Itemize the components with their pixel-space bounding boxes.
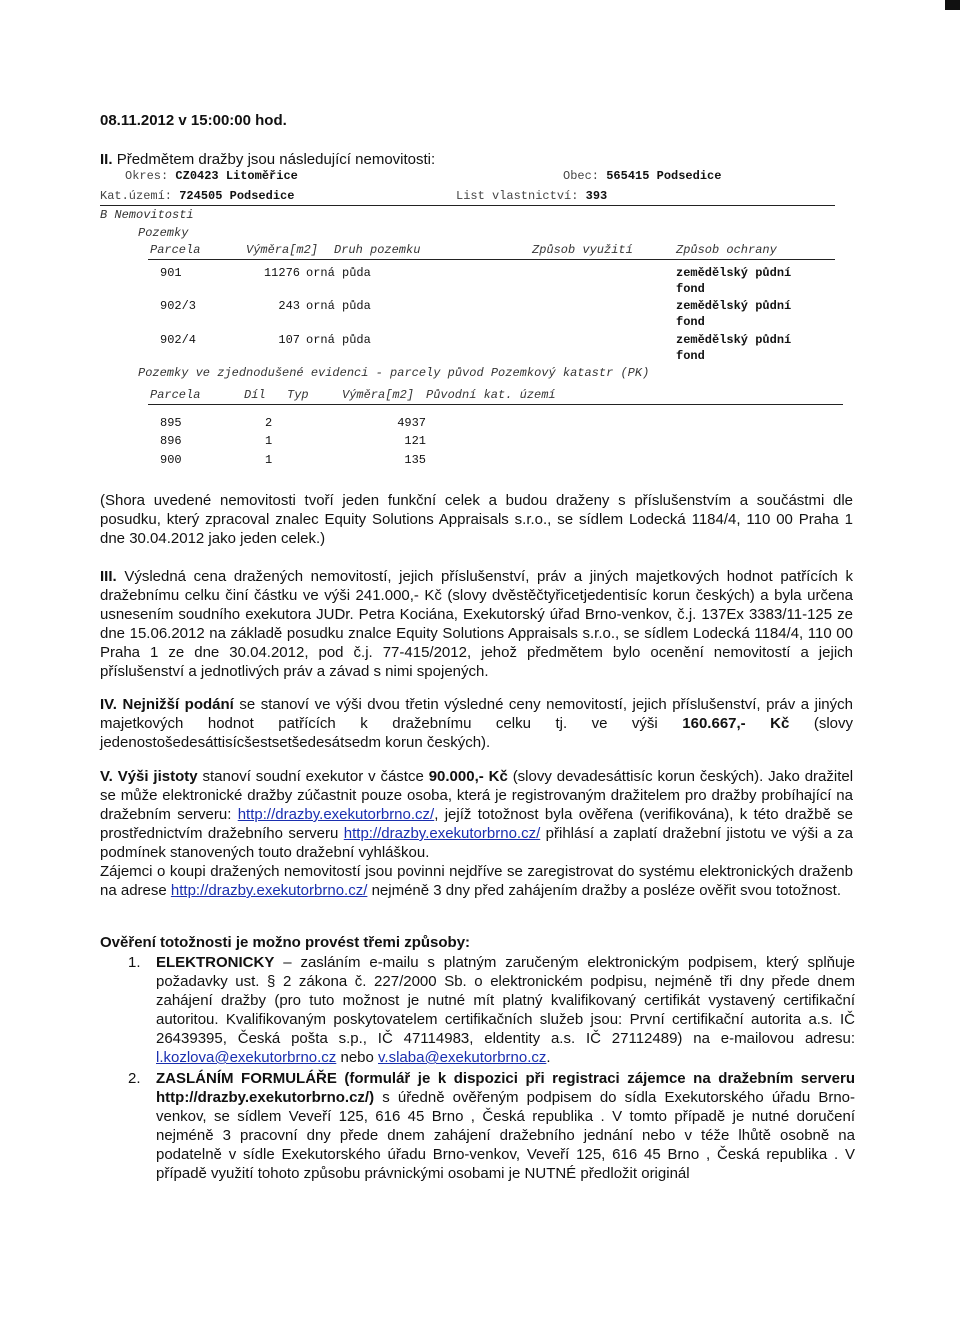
katuzemi-value: 724505 Podsedice xyxy=(179,189,295,203)
email-link-2[interactable]: v.slaba@exekutorbrno.cz xyxy=(378,1049,547,1066)
section-4-text1: se stanoví ve výši dvou třetin výsledné ceny nemovitostí, jejich příslušenství, práv a jiných majetkových hodnot patřících k dražebnímu celku tj. ve výši xyxy=(100,696,853,732)
parcel2-row-3-dil: 1 xyxy=(265,453,273,467)
section-3-text: Výsledná cena dražených nemovitostí, jejich příslušenství, práv a jiných majetkových hodnot patřících k dražebnímu celku činí částku ve výši 241.000,- Kč (slovy dvěstěčtyřicetjedentisíc korun českých) a byla určena usnesením soudního exekutora JUDr. Petra Kociána, Exekutorský úřad Brno-venkov, č.j. 137Ex 3383/11-125 ze dne 15.06.2012 na základě posudku znalce Equity Solutions Appraisals s.r.o., se sídlem Lodecká 1184/4, 110 00 Praha 1 ze dne 30.04.2012, pod č.j. 77-415/2012, jehož předmětem bylo ocenění nemovitostí a jejich příslušenství a jednotlivých práv a závad s nimi spojených. xyxy=(100,568,853,680)
section-5-text4: přihlásí a zaplatí dražební jistotu ve výši a za podmínek stanovených touto dražební vyhláškou. xyxy=(100,825,854,861)
item-1-nebo: nebo xyxy=(340,1049,374,1066)
parcel-row-3-ochrana-2: fond xyxy=(676,349,705,363)
section-5-registration-text: Zájemci o koupi dražených nemovitostí jsou povinni nejdříve se zaregistrovat do systému elektronických draženb na adrese xyxy=(100,863,853,899)
header2-dil: Díl xyxy=(244,388,266,402)
section-5-text3: , jejíž totožnost byla ověřena (verifikována), k této dražbě se prostřednictvím dražebního serveru xyxy=(100,806,853,842)
divider-header xyxy=(148,259,835,260)
verification-list xyxy=(100,953,855,1183)
auction-server-link-3[interactable]: http://drazby.exekutorbrno.cz/ xyxy=(170,882,368,899)
parcel-row-2-ochrana: zemědělský půdní xyxy=(676,299,792,313)
okres-line: Okres: CZ0423 Litoměřice xyxy=(125,169,298,183)
parcel-row-2-druh: orná půda xyxy=(306,299,371,313)
section-5-bold: Výši jistoty xyxy=(117,768,198,785)
divider-top xyxy=(100,205,835,206)
header2-parcela: Parcela xyxy=(150,388,201,402)
parcel-row-2-parcela: 902/3 xyxy=(160,299,197,313)
auction-server-link-2[interactable]: http://drazby.exekutorbrno.cz/ xyxy=(343,825,541,842)
parcel-row-3-ochrana: zemědělský půdní xyxy=(676,333,792,347)
parcel2-row-1-dil: 2 xyxy=(265,416,273,430)
section-4-bold: Nejnižší podání xyxy=(122,696,234,713)
item-2-text: s úředně ověřeným podpisem do sídla Exekutorského úřadu Brno-venkov, se sídlem Veveří 125, 616 45 Brno , Česká republika . V tomto případě je nutné doručení nejméně 3 pracovní dny přede dnem zahájení dražebního jednání nebo v téže lhůtě osobně na podatelně v sídle Exekutorského úřadu Brno-venkov, Veveří 125, 616 45 Brno , Česká republika . V případě využití tohoto způsobu právnickými osobami je NUTNÉ předložit originál xyxy=(156,1089,855,1182)
parcel-row-2-ochrana-2: fond xyxy=(676,315,705,329)
obec-value: 565415 Podsedice xyxy=(606,169,722,183)
parcel2-row-2-parcela: 896 xyxy=(160,434,182,448)
corner-mark xyxy=(945,0,960,10)
parcel2-row-3-vymera: 135 xyxy=(404,453,426,467)
section-5-paragraph xyxy=(100,767,853,900)
header-parcela: Parcela xyxy=(150,243,201,257)
parcel-row-1-ochrana-2: fond xyxy=(676,282,705,296)
section-5-amount: 90.000,- Kč xyxy=(428,768,508,785)
simplified-evidence-label: Pozemky ve zjednodušené evidenci - parcely původ Pozemkový katastr (PK) xyxy=(138,366,650,380)
section-4-paragraph xyxy=(100,695,853,752)
item-2-bold: ZASLÁNÍM FORMULÁŘE (formulář je k dispozici při registraci zájemce na dražebním serveru http://drazby.exekutorbrno.cz/) xyxy=(156,1070,855,1106)
email-link-1[interactable]: l.kozlova@exekutorbrno.cz xyxy=(156,1049,337,1066)
header2-typ: Typ xyxy=(287,388,309,402)
section-4-text2: (slovy jedenostošedesáttisícšestsetšedesátsedm korun českých). xyxy=(100,715,854,751)
header2-vymera: Výměra[m2] xyxy=(342,388,415,402)
note-paragraph: (Shora uvedené nemovitosti tvoří jeden funkční celek a budou draženy s příslušenstvím a součástmi dle posudku, který zpracoval znalec Equity Solutions Appraisals s.r.o., se sídlem Lodecká 1184/4, 110 00 Praha 1 dne 30.04.2012 jako jeden celek.) xyxy=(100,492,853,547)
parcel-row-1-druh: orná půda xyxy=(306,266,371,280)
auction-server-link-1[interactable]: http://drazby.exekutorbrno.cz/ xyxy=(237,806,435,823)
header2-puvodni: Původní kat. území xyxy=(426,388,556,402)
parcel-row-3-vymera: 107 xyxy=(278,333,300,347)
b-nemovitosti-label: B Nemovitosti xyxy=(100,208,194,222)
parcel-row-2-vymera: 243 xyxy=(278,299,300,313)
item-1-end: . xyxy=(546,1049,551,1066)
section-4-amount: 160.667,- Kč xyxy=(682,715,790,732)
item-1-text: – zasláním e-mailu s platným zaručeným elektronickým podpisem, který splňuje požadavky ust. § 2 zákona č. 227/2000 Sb. o elektronickém podpisu, nejméně tři dny přede dnem zahájení dražby (pro tuto možnost je nutné mít platný kvalifikovaný certifikát vystavený certifikační autoritou. Kvalifikovaným poskytovatelem certifikačních služeb jsou: První certifikační autorita a.s. IČ 26439395, Česká pošta s.p., IČ 47114983, eldentity a.s. IČ 27112489) na e-mailovou adresu: xyxy=(156,954,856,1047)
obec-line: Obec: 565415 Podsedice xyxy=(563,169,722,183)
parcel2-row-3-parcela: 900 xyxy=(160,453,182,467)
parcel-row-1-ochrana: zemědělský půdní xyxy=(676,266,792,280)
section-3-number: III. xyxy=(100,568,117,585)
divider-header-2 xyxy=(148,404,843,405)
verification-item-1 xyxy=(100,953,855,1067)
header-druh: Druh pozemku xyxy=(334,243,421,257)
section-5-registration-text-2: nejméně 3 dny před zahájením dražby a posléze ověřit svou totožnost. xyxy=(371,882,842,899)
pozemky-label: Pozemky xyxy=(138,226,189,240)
verification-heading: Ověření totožnosti je možno provést třemi způsoby: xyxy=(100,934,471,951)
header-ochrana: Způsob ochrany xyxy=(676,243,777,257)
header-vyuziti: Způsob využití xyxy=(532,243,633,257)
section-5-number: V. xyxy=(100,768,113,785)
item-1-number: 1. xyxy=(128,954,141,971)
lv-value: 393 xyxy=(585,189,608,203)
lv-line: List vlastnictví: 393 xyxy=(456,189,608,203)
item-2-number: 2. xyxy=(128,1070,141,1087)
parcel-row-1-parcela: 901 xyxy=(160,266,182,280)
item-1-bold: ELEKTRONICKY xyxy=(156,954,275,971)
section-4-number: IV. xyxy=(100,696,117,713)
section-2-number: II. xyxy=(100,151,113,168)
auction-date: 08.11.2012 v 15:00:00 hod. xyxy=(100,112,287,129)
verification-item-2 xyxy=(100,1069,855,1183)
header-vymera: Výměra[m2] xyxy=(246,243,319,257)
section-5-text1: stanoví soudní exekutor v částce xyxy=(202,768,424,785)
parcel-row-3-parcela: 902/4 xyxy=(160,333,197,347)
parcel2-row-1-parcela: 895 xyxy=(160,416,182,430)
parcel2-row-1-vymera: 4937 xyxy=(397,416,426,430)
parcel2-row-2-dil: 1 xyxy=(265,434,273,448)
section-2-text: Předmětem dražby jsou následující nemovitosti: xyxy=(116,151,436,168)
okres-value: CZ0423 Litoměřice xyxy=(175,169,298,183)
parcel-row-1-vymera: 11276 xyxy=(263,266,300,280)
section-3-paragraph xyxy=(100,567,853,681)
katuzemi-line: Kat.území: 724505 Podsedice xyxy=(100,189,295,203)
parcel2-row-2-vymera: 121 xyxy=(404,434,426,448)
section-5-text2: (slovy devadesáttisíc korun českých). Jako dražitel se může elektronické dražby zúčastnit pouze osoba, která je registrovaným dražitelem pro dražby probíhající na dražebním serveru: xyxy=(100,768,854,823)
section-2-heading xyxy=(100,151,435,168)
parcel-row-3-druh: orná půda xyxy=(306,333,371,347)
